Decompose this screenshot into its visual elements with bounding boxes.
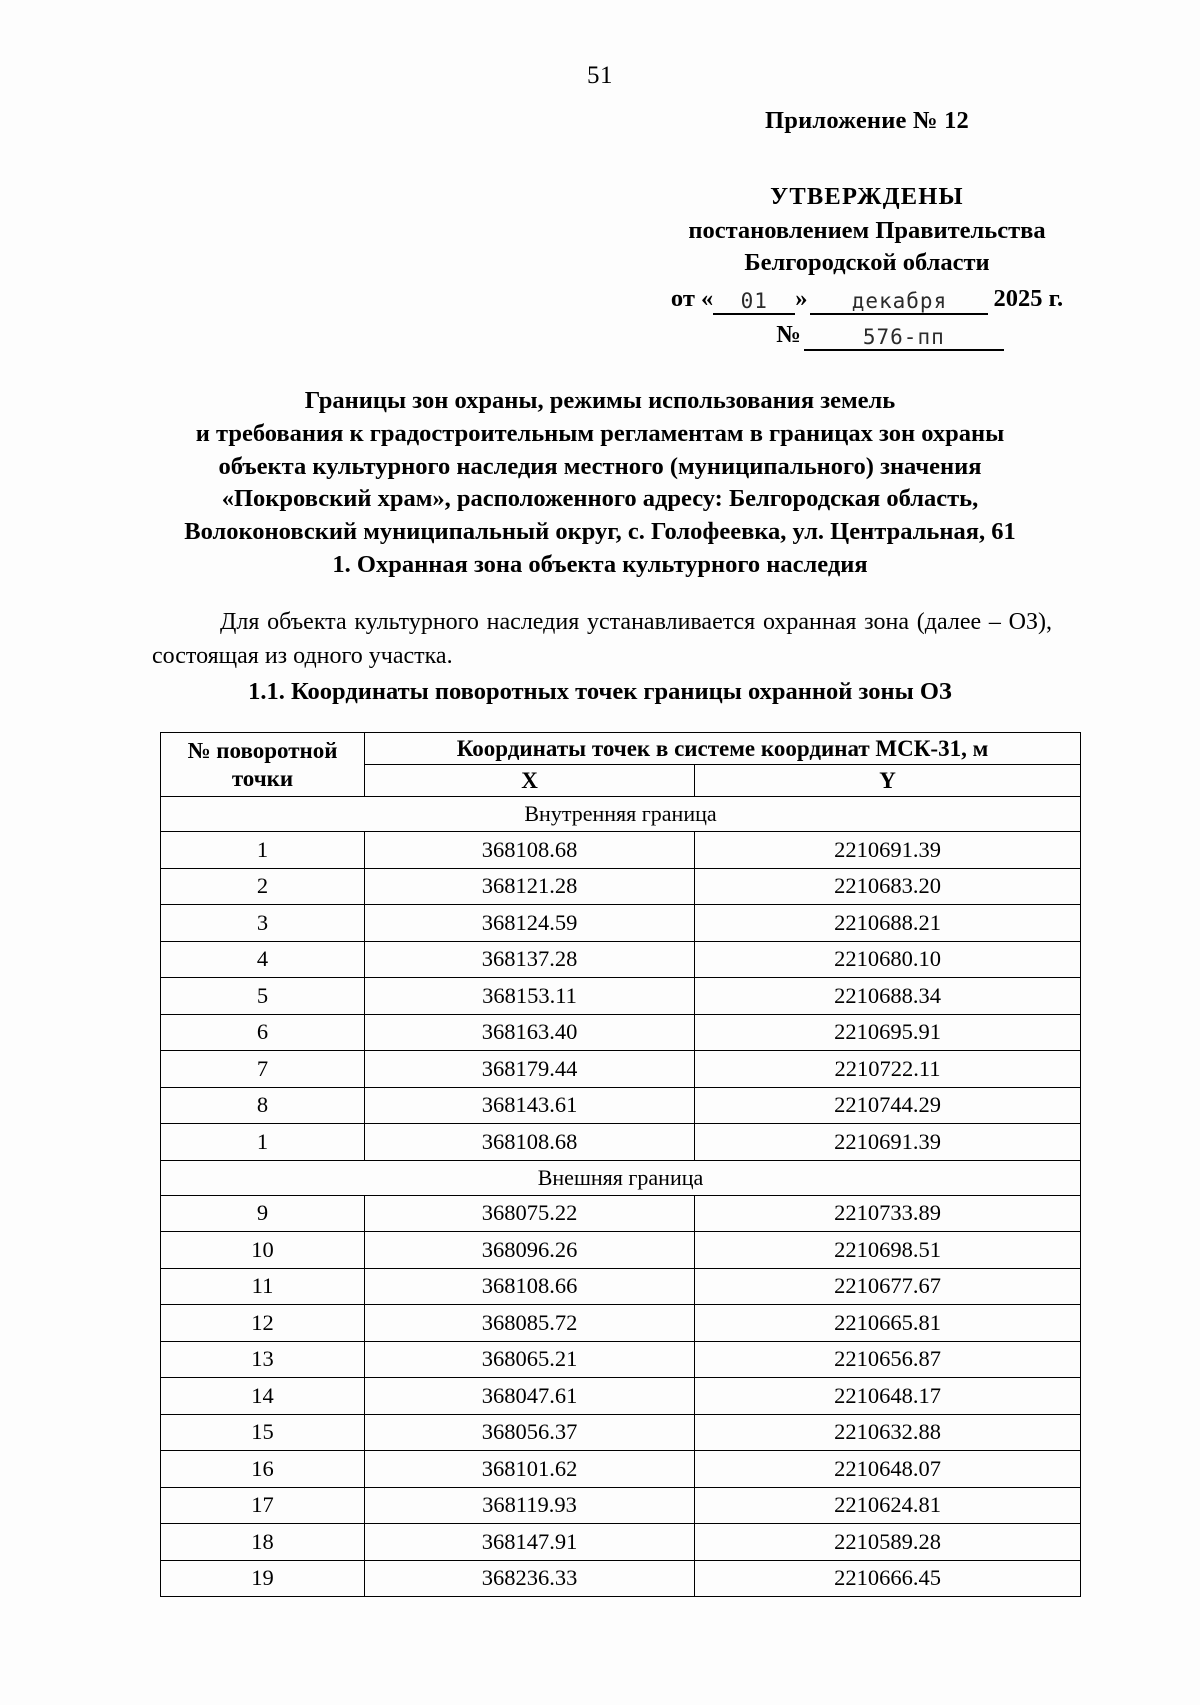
table-row <box>161 1305 1081 1342</box>
appendix-label: Приложение № 12 <box>765 107 969 134</box>
cell-x: 368121.28 <box>365 868 695 905</box>
cell-y: 2210589.28 <box>695 1524 1081 1561</box>
cell-y: 2210624.81 <box>695 1487 1081 1524</box>
date-quote-close: » <box>795 285 808 313</box>
table-row <box>161 868 1081 905</box>
cell-point-number: 18 <box>161 1524 365 1561</box>
approval-date-line <box>652 283 1082 315</box>
table-header-row-1 <box>161 733 1081 765</box>
cell-x: 368236.33 <box>365 1560 695 1597</box>
cell-point-number: 9 <box>161 1195 365 1232</box>
cell-x: 368108.68 <box>365 1124 695 1161</box>
date-day-value: 01 <box>713 290 795 315</box>
document-title <box>100 385 1100 549</box>
table-row <box>161 1268 1081 1305</box>
cell-y: 2210698.51 <box>695 1232 1081 1269</box>
cell-y: 2210744.29 <box>695 1087 1081 1124</box>
cell-y: 2210691.39 <box>695 1124 1081 1161</box>
subsection-heading: 1.1. Координаты поворотных точек границы охранной зоны ОЗ <box>248 678 952 705</box>
group-label: Внутренняя граница <box>161 797 1081 832</box>
title-line-5: Волоконовский муниципальный округ, с. Голофеевка, ул. Центральная, 61 <box>184 518 1016 546</box>
table-row <box>161 1560 1081 1597</box>
table-header <box>161 733 1081 797</box>
cell-x: 368065.21 <box>365 1341 695 1378</box>
table-row <box>161 1341 1081 1378</box>
cell-x: 368119.93 <box>365 1487 695 1524</box>
date-month-value: декабря <box>810 290 988 315</box>
cell-x: 368137.28 <box>365 941 695 978</box>
cell-x: 368085.72 <box>365 1305 695 1342</box>
table-row <box>161 1087 1081 1124</box>
cell-point-number: 19 <box>161 1560 365 1597</box>
table-row <box>161 832 1081 869</box>
coordinates-table-container <box>160 732 1080 1597</box>
cell-y: 2210648.07 <box>695 1451 1081 1488</box>
approval-block <box>652 105 1082 351</box>
cell-point-number: 11 <box>161 1268 365 1305</box>
cell-x: 368179.44 <box>365 1051 695 1088</box>
date-prefix: от « <box>670 285 714 313</box>
cell-x: 368047.61 <box>365 1378 695 1415</box>
table-row <box>161 1414 1081 1451</box>
table-group-row <box>161 1160 1081 1195</box>
cell-x: 368163.40 <box>365 1014 695 1051</box>
cell-point-number: 8 <box>161 1087 365 1124</box>
cell-point-number: 2 <box>161 868 365 905</box>
cell-point-number: 1 <box>161 1124 365 1161</box>
title-line-1: Границы зон охраны, режимы использования земель <box>304 387 896 414</box>
cell-x: 368153.11 <box>365 978 695 1015</box>
header-point-number: № поворотной точки <box>161 733 365 797</box>
cell-x: 368075.22 <box>365 1195 695 1232</box>
cell-point-number: 6 <box>161 1014 365 1051</box>
cell-y: 2210683.20 <box>695 868 1081 905</box>
number-value: 576-пп <box>804 326 1004 351</box>
cell-x: 368056.37 <box>365 1414 695 1451</box>
table-body <box>161 797 1081 1597</box>
cell-point-number: 12 <box>161 1305 365 1342</box>
table-row <box>161 1487 1081 1524</box>
cell-point-number: 13 <box>161 1341 365 1378</box>
cell-y: 2210691.39 <box>695 832 1081 869</box>
approved-word: УТВЕРЖДЕНЫ <box>770 182 964 210</box>
cell-y: 2210680.10 <box>695 941 1081 978</box>
cell-y: 2210648.17 <box>695 1378 1081 1415</box>
cell-y: 2210666.45 <box>695 1560 1081 1597</box>
number-label: № <box>776 321 801 349</box>
table-row <box>161 1378 1081 1415</box>
table-row <box>161 1195 1081 1232</box>
table-row <box>161 1524 1081 1561</box>
cell-y: 2210665.81 <box>695 1305 1081 1342</box>
date-year: 2025 г. <box>993 285 1064 313</box>
cell-point-number: 10 <box>161 1232 365 1269</box>
table-row <box>161 1451 1081 1488</box>
group-label: Внешняя граница <box>161 1160 1081 1195</box>
cell-y: 2210695.91 <box>695 1014 1081 1051</box>
cell-point-number: 16 <box>161 1451 365 1488</box>
approval-number-line <box>652 319 1082 351</box>
header-y: Y <box>695 765 1081 797</box>
cell-point-number: 3 <box>161 905 365 942</box>
title-line-3: объекта культурного наследия местного (муниципального) значения <box>218 452 982 480</box>
approved-by-line: постановлением Правительства <box>688 216 1046 244</box>
table-row <box>161 1051 1081 1088</box>
table-row <box>161 941 1081 978</box>
coordinates-table <box>160 732 1081 1597</box>
table-row <box>161 1232 1081 1269</box>
cell-x: 368108.66 <box>365 1268 695 1305</box>
cell-x: 368108.68 <box>365 832 695 869</box>
table-group-row <box>161 797 1081 832</box>
cell-y: 2210722.11 <box>695 1051 1081 1088</box>
cell-x: 368096.26 <box>365 1232 695 1269</box>
approved-region-line: Белгородской области <box>744 248 990 276</box>
cell-point-number: 17 <box>161 1487 365 1524</box>
section-paragraph: Для объекта культурного наследия устанавливается охранная зона (далее – ОЗ), состоящая из одного участка. <box>152 609 1052 670</box>
cell-y: 2210733.89 <box>695 1195 1081 1232</box>
cell-x: 368101.62 <box>365 1451 695 1488</box>
cell-x: 368143.61 <box>365 1087 695 1124</box>
cell-point-number: 14 <box>161 1378 365 1415</box>
header-coordinates-system: Координаты точек в системе координат МСК-31, м <box>365 733 1081 765</box>
cell-point-number: 5 <box>161 978 365 1015</box>
cell-y: 2210632.88 <box>695 1414 1081 1451</box>
header-x: X <box>365 765 695 797</box>
cell-y: 2210677.67 <box>695 1268 1081 1305</box>
cell-point-number: 4 <box>161 941 365 978</box>
cell-y: 2210688.34 <box>695 978 1081 1015</box>
cell-point-number: 7 <box>161 1051 365 1088</box>
cell-y: 2210688.21 <box>695 905 1081 942</box>
page-number: 51 <box>587 62 613 89</box>
title-line-2: и требования к градостроительным регламентам в границах зон охраны <box>195 419 1005 447</box>
section-heading: 1. Охранная зона объекта культурного наследия <box>332 551 868 578</box>
cell-point-number: 1 <box>161 832 365 869</box>
cell-point-number: 15 <box>161 1414 365 1451</box>
cell-y: 2210656.87 <box>695 1341 1081 1378</box>
table-row <box>161 978 1081 1015</box>
cell-x: 368124.59 <box>365 905 695 942</box>
table-row <box>161 1014 1081 1051</box>
table-row <box>161 905 1081 942</box>
cell-x: 368147.91 <box>365 1524 695 1561</box>
title-line-4: «Покровский храм», расположенного адресу: Белгородская область, <box>221 485 979 513</box>
table-row <box>161 1124 1081 1161</box>
